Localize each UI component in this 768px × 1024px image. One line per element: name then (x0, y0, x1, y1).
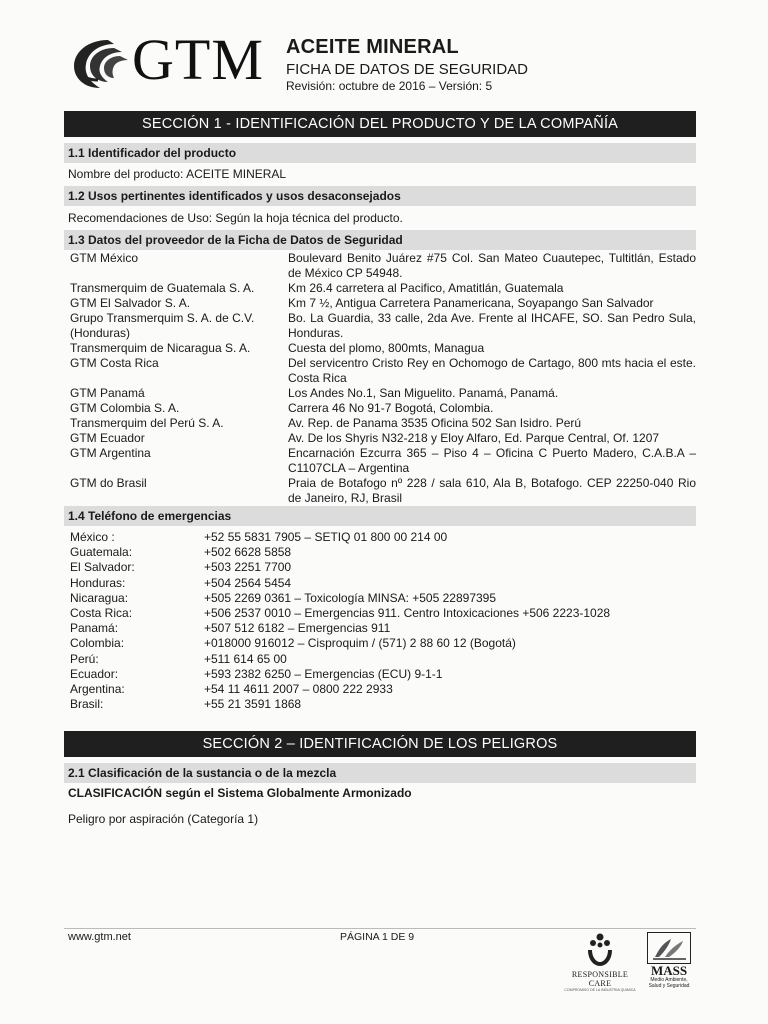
gtm-logo (70, 27, 270, 94)
supplier-row (70, 296, 696, 311)
responsible-care-icon (585, 932, 615, 968)
supplier-name: Transmerquim de Nicaragua S. A. (70, 341, 251, 355)
phone-country: Colombia: (70, 636, 125, 651)
supplier-row (70, 251, 696, 281)
phone-country: México : (70, 530, 115, 544)
supplier-name: GTM do Brasil (70, 476, 147, 490)
document-header (70, 28, 710, 108)
phone-country: Honduras: (70, 575, 126, 590)
logo-wordmark: GTM (132, 27, 264, 92)
mass-subtitle-1: Medio Ambiente, (650, 977, 688, 983)
phone-country: Brasil: (70, 697, 104, 712)
supplier-row (70, 431, 696, 446)
supplier-row (70, 356, 696, 386)
document-revision: Revisión: octubre de 2016 – Versión: 5 (286, 79, 493, 93)
phone-country: Costa Rica: (70, 606, 133, 621)
supplier-address: Praia de Botafogo nº 228 / sala 610, Ala B, Botafogo. CEP 22250-040 Rio de Janeiro, RJ, Brasil (288, 476, 696, 505)
supplier-name: GTM Costa Rica (70, 356, 159, 370)
emergency-phone-table (70, 530, 696, 712)
supplier-name: GTM México (70, 251, 139, 265)
supplier-row (70, 281, 696, 296)
phone-country: Guatemala: (70, 545, 133, 560)
supplier-row (70, 401, 696, 416)
subsection-1-1-title: 1.1 Identificador del producto (64, 143, 696, 163)
page-number: PÁGINA 1 DE 9 (340, 931, 415, 943)
phone-row (70, 591, 696, 606)
gtm-swirl-icon (70, 36, 136, 92)
phone-row (70, 530, 696, 545)
phone-row (70, 621, 696, 636)
mass-label: MASS (650, 963, 688, 978)
supplier-address: Los Andes No.1, San Miguelito. Panamá, Panamá. (288, 386, 559, 400)
product-name: Nombre del producto: ACEITE MINERAL (68, 167, 287, 181)
supplier-name: GTM El Salvador S. A. (70, 296, 191, 310)
supplier-row (70, 386, 696, 401)
supplier-row (70, 476, 696, 506)
phone-number: +593 2382 6250 – Emergencias (ECU) 9-1-1 (204, 666, 443, 681)
supplier-name: Grupo Transmerquim S. A. de C.V. (Honduras) (70, 311, 255, 340)
supplier-address: Bo. La Guardia, 33 calle, 2da Ave. Frente al IHCAFE, SO. San Pedro Sula, Honduras. (288, 311, 696, 340)
phone-row (70, 667, 696, 682)
phone-number: +505 2269 0361 – Toxicología MINSA: +505 22897395 (204, 590, 497, 605)
supplier-name: GTM Colombia S. A. (70, 401, 180, 415)
supplier-name: GTM Ecuador (70, 431, 145, 445)
phone-number: +506 2537 0010 – Emergencias 911. Centro Intoxicaciones +506 2223-1028 (204, 606, 611, 621)
phone-row (70, 697, 696, 712)
supplier-address: Carrera 46 No 91-7 Bogotá, Colombia. (288, 401, 494, 415)
phone-row (70, 560, 696, 575)
responsible-care-tagline: COMPROMISO DE LA INDUSTRIA QUIMICA (564, 988, 636, 992)
mass-emblem (647, 932, 691, 964)
responsible-care-label: RESPONSIBLE CARE (571, 970, 629, 988)
document-title: ACEITE MINERAL (286, 36, 459, 58)
phone-number: +52 55 5831 7905 – SETIQ 01 800 00 214 00 (204, 530, 448, 544)
phone-country: Perú: (70, 651, 99, 666)
leaf-hand-icon (649, 933, 690, 962)
responsible-care-logo (560, 932, 640, 994)
supplier-name: GTM Panamá (70, 386, 145, 400)
recommended-uses: Recomendaciones de Uso: Según la hoja técnica del producto. (68, 211, 403, 225)
phone-number: +54 11 4611 2007 – 0800 222 2933 (204, 682, 393, 697)
phone-row (70, 545, 696, 560)
subsection-2-1-title: 2.1 Clasificación de la sustancia o de la mezcla (64, 763, 696, 783)
phone-country: El Salvador: (70, 560, 135, 575)
supplier-address: Km 26.4 carretera al Pacifico, Amatitlán, Guatemala (288, 281, 564, 295)
phone-country: Ecuador: (70, 666, 119, 681)
phone-row (70, 682, 696, 697)
supplier-name: Transmerquim del Perú S. A. (70, 416, 224, 430)
supplier-address: Boulevard Benito Juárez #75 Col. San Mateo Cuautepec, Tultitlán, Estado de México CP 54948. (288, 251, 696, 280)
phone-country: Panamá: (70, 621, 119, 636)
subsection-1-3-title: 1.3 Datos del proveedor de la Ficha de Datos de Seguridad (64, 230, 696, 250)
section-1-header: SECCIÓN 1 - IDENTIFICACIÓN DEL PRODUCTO Y DE LA COMPAÑÍA (64, 111, 696, 137)
phone-row (70, 652, 696, 667)
mass-logo (644, 932, 694, 998)
supplier-address: Av. De los Shyris N32-218 y Eloy Alfaro, Ed. Parque Central, Of. 1207 (288, 431, 660, 445)
phone-row (70, 606, 696, 621)
phone-country: Argentina: (70, 682, 125, 697)
supplier-table (70, 251, 696, 506)
supplier-address: Del servicentro Cristo Rey en Ochomogo de Cartago, 800 mts hacia el este. Costa Rica (288, 356, 696, 385)
footer-divider (64, 928, 696, 929)
phone-number: +503 2251 7700 (204, 560, 292, 575)
supplier-address: Encarnación Ezcurra 365 – Piso 4 – Oficina C Puerto Madero, C.A.B.A – C1107CLA – Argentina (288, 446, 696, 475)
phone-number: +502 6628 5858 (204, 545, 292, 560)
phone-number: +511 614 65 00 (204, 651, 287, 666)
supplier-row (70, 446, 696, 476)
supplier-address: Km 7 ½, Antigua Carretera Panamericana, Soyapango San Salvador (288, 296, 654, 310)
mass-subtitle-2: Salud y Seguridad (648, 983, 690, 989)
supplier-name: Transmerquim de Guatemala S. A. (70, 281, 255, 295)
phone-country: Nicaragua: (70, 590, 129, 605)
supplier-address: Av. Rep. de Panama 3535 Oficina 502 San Isidro. Perú (288, 416, 582, 430)
section-2-header: SECCIÓN 2 – IDENTIFICACIÓN DE LOS PELIGROS (64, 731, 696, 757)
subsection-1-4-title: 1.4 Teléfono de emergencias (64, 506, 696, 526)
supplier-name: GTM Argentina (70, 446, 151, 460)
phone-number: +507 512 6182 – Emergencias 911 (204, 621, 391, 636)
phone-number: +504 2564 5454 (204, 575, 292, 590)
phone-row (70, 576, 696, 591)
supplier-address: Cuesta del plomo, 800mts, Managua (288, 341, 485, 355)
supplier-row (70, 416, 696, 431)
phone-number: +018000 916012 – Cisproquim / (571) 2 88 60 12 (Bogotá) (204, 636, 516, 651)
hazard-category: Peligro por aspiración (Categoría 1) (68, 812, 259, 826)
supplier-row (70, 341, 696, 356)
subsection-1-2-title: 1.2 Usos pertinentes identificados y usos desaconsejados (64, 186, 696, 206)
supplier-row (70, 311, 696, 341)
phone-row (70, 636, 696, 651)
phone-number: +55 21 3591 1868 (204, 697, 302, 712)
classification-heading: CLASIFICACIÓN según el Sistema Globalmente Armonizado (68, 786, 412, 800)
document-subtitle: FICHA DE DATOS DE SEGURIDAD (286, 61, 528, 78)
footer-website-link[interactable]: www.gtm.net (68, 931, 131, 943)
